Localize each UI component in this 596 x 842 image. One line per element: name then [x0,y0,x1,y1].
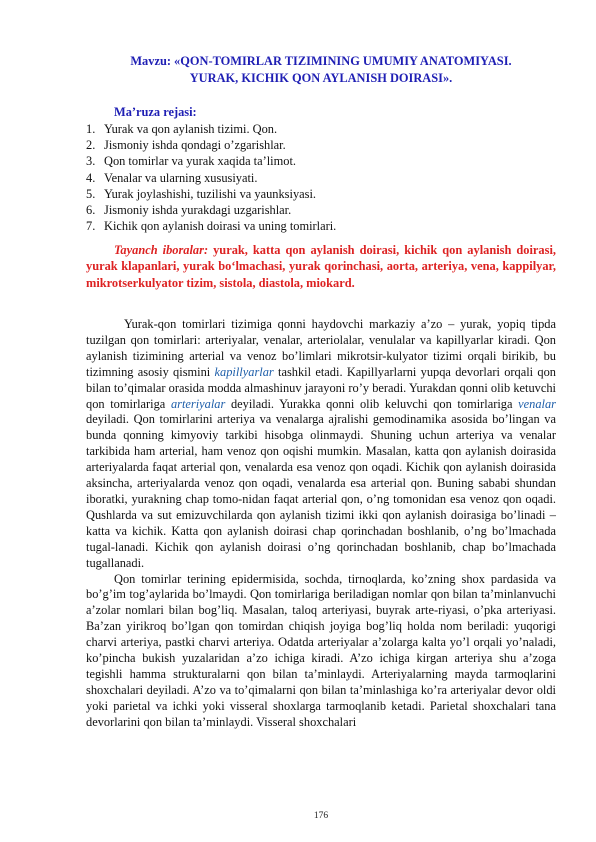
term-arteries: arteriyalar [170,396,226,411]
plan-item: 7. Kichik qon aylanish doirasi va uning tomirlari. [86,219,337,234]
term-capillaries: kapillyarlar [214,364,274,379]
plan-heading: Ma’ruza rejasi: [114,105,197,119]
keywords-lead: Tayanch iboralar: [114,243,209,257]
lecture-title [86,53,556,87]
plan-item: 6. Jismoniy ishda yurakdagi uzgarishlar. [86,203,292,218]
keywords-paragraph [86,242,556,291]
title-line-1: Mavzu: «QON-TOMIRLAR TIZIMINING UMUMIY ANATOMIYASI. [130,54,512,68]
plan-item: 3. Qon tomirlar va yurak xaqida ta’limot. [86,154,297,169]
keywords-text: yurak, katta qon aylanish doirasi, kichik qon aylanish doirasi, yurak klapanlari, yurak bo‘lmachasi, yurak qorinchasi, aorta, arteriya, vena, kappilyar, mikrotserkulyator tizim, sistola, diastola, miokard. [86,243,556,290]
body-text [86,317,556,731]
term-veins: venalar [518,396,556,411]
plan-item: 5. Yurak joylashishi, tuzilishi va yaunksiyasi. [86,186,316,201]
plan-item: 2. Jismoniy ishda qondagi o’zgarishlar. [86,138,286,153]
body-paragraph: Qon tomirlar terining epidermisida, sochda, tirnoqlarda, ko’zning shox pardasida va bo’g’im tog’aylarida bo’lmaydi. Qon tomirlariga beriladigan nomlar qon bilan ta’minlanvuchi a’zolar nomlari bilan bog’liq. Masalan, taloq arteriyasi, buyrak arte-riyasi, o’pka arteriyasi. Ba’zan yirikroq bo’lgan qon tomirdan chiqish joyiga bog’liq holda nom beriladi: yuqorigi charvi arteriya, pastki charvi arteriya. Odatda arteriyalar a’zolarga kalta yo’l orqali yo’naladi, ko’pincha bukish yuzalaridan a’zo ichiga kiradi. A’zo ichiga kirgan arteriya shu a’zoga tegishli hamma strukturalarni qon bilan ta’minlaydi. Arteriyalarning mayda tarmoqlarini shoxchalari deyiladi. A’zo va to’qimalarni qon bilan ta’minlashiga ko’ra arteriyalar devor oldi yoki parietal va ichki yoki visseral shoxlarga tarmoqlanib ketadi. Parietal shoxchalari tana devorlarini qon bilan ta’minlaydi. Visseral shoxchalari [86,571,556,729]
page-number: 176 [313,811,329,821]
plan-item: 4. Venalar va ularning xususiyati. [86,170,258,185]
plan-item: 1. Yurak va qon aylanish tizimi. Qon. [86,122,278,136]
plan-list [86,121,336,234]
body-paragraph: Yurak-qon tomirlari tizimiga qonni haydovchi markaziy a’zo – yurak, yopiq tipda tuzilgan qon tomirlari: arteriyalar, venalar, arteriolalar, venulalar va kapillyarlar kiradi. Qon aylanish tizimining arterial va venoz bo’limlari mikrotsir-kulyator tizimi orqali birikib, bu tizimning asosiy qismini kapillyarlar tashkil etadi. Kapillyarlarni yupqa devorlari orqali qon bilan to’qimalar orasida modda almashinuv jarayoni ro’y beradi. Yurakdan qonni olib ketuvchi qon tomirlariga arteriyalar deyiladi. Yurakka qonni olib keluvchi qon tomirlariga venalar deyiladi. Qon tomirlarini arteriya va venalarga ajralishi gemodinamika asosida bo’lingan va bunda qonning kimyoviy tarkibi hisobga olinmaydi. Shuning uchun arteriya va venalar tarkibida ham arterial, ham venoz qon oqishi mumkin. Masalan, katta qon aylanish doirasida arteriyalarda faqat arterial qon, venalarda esa venoz qon oqadi. Kichik qon aylanish doirasida aksincha, arteriyalarda venoz qon oqadi, venalarda esa arterial qon. Buning sababi shundan iboratki, yurakning chap tomo-nidan faqat arterial qon, o’ng tomonidan esa venoz qon oqadi. Qushlarda va sut emizuvchilarda qon aylanish tizimi ikki qon aylanish doirasiga bo’linadi – katta va kichik. Katta qon aylanish doirasi chap qorinchadan boshlanib, o’ng bo’lmachada tugal-lanadi. Kichik qon aylanish doirasi o’ng qorinchadan boshlanib, chap bo’lmachada tugallanadi. [86,317,556,570]
title-line-2: YURAK, KICHIK QON AYLANISH DOIRASI». [189,71,453,85]
